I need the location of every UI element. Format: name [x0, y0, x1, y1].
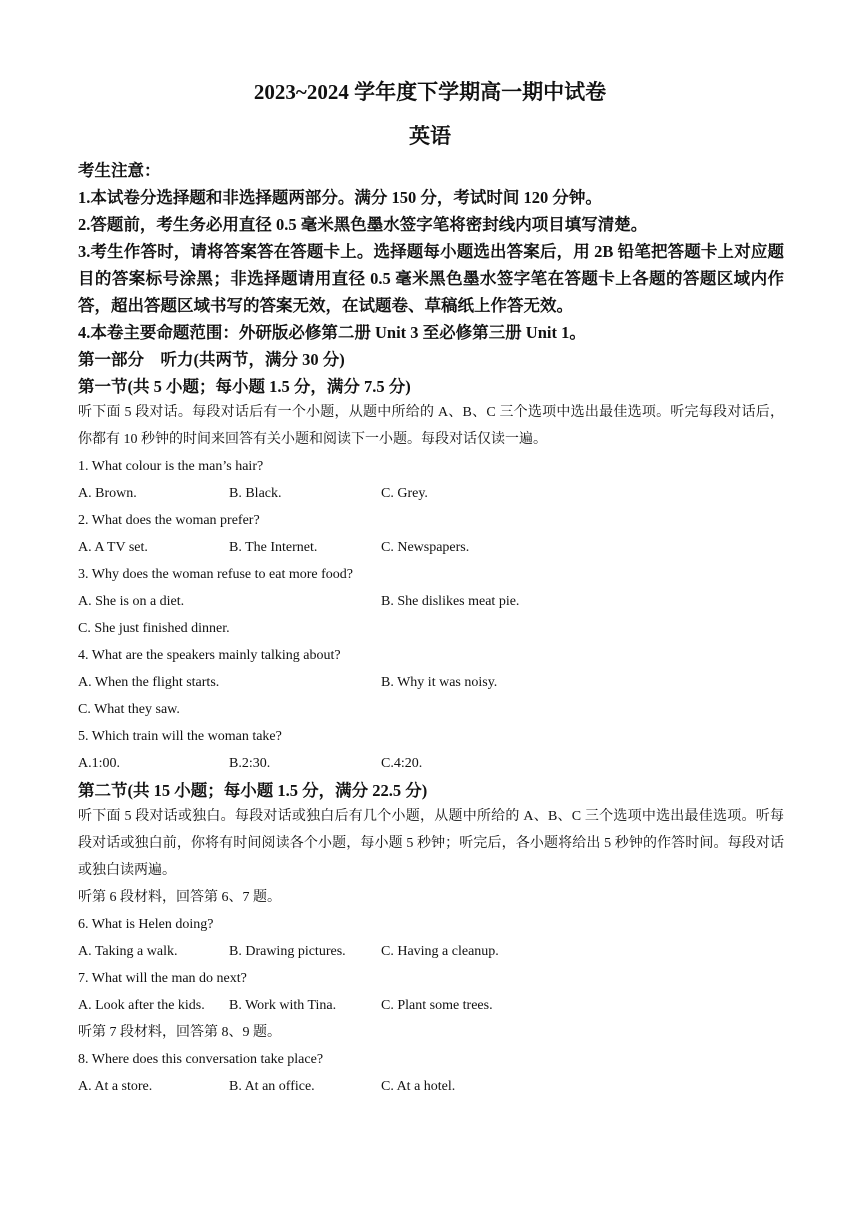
option-c: C.4:20.	[381, 756, 423, 771]
option-b: B. Work with Tina.	[229, 998, 337, 1013]
option-a: A. Brown.	[78, 486, 137, 501]
option-c: C. Grey.	[381, 486, 428, 501]
question-4: 4. What are the speakers mainly talking about?	[78, 648, 341, 663]
notice-item-2: 2.答题前，考生务必用直径 0.5 毫米黑色墨水签字笔将密封线内项目填写清楚。	[78, 215, 648, 234]
option-b: B. Drawing pictures.	[229, 944, 346, 959]
option-a: A. She is on a diet.	[78, 594, 185, 609]
option-a: A. A TV set.	[78, 540, 148, 555]
option-b: B. She dislikes meat pie.	[381, 594, 520, 609]
option-a: A. Look after the kids.	[78, 998, 205, 1013]
question-5: 5. Which train will the woman take?	[78, 729, 282, 744]
question-5-options	[78, 750, 784, 777]
option-c: C. At a hotel.	[381, 1079, 456, 1094]
question-2: 2. What does the woman prefer?	[78, 513, 260, 528]
option-b: B. Why it was noisy.	[381, 675, 498, 690]
material-6-note: 听第 6 段材料，回答第 6、7 题。	[78, 890, 281, 905]
option-b: B.2:30.	[229, 756, 271, 771]
notice-item-3: 3.考生作答时，请将答案答在答题卡上。选择题每小题选出答案后，用 2B 铅笔把答题卡上对应题目的答案标号涂黑；非选择题请用直径 0.5 毫米黑色墨水签字笔在答题卡上各题的答题区域内作答，超出答题区域书写的答案无效，在试题卷、草稿纸上作答无效。	[78, 242, 784, 315]
option-a: A. When the flight starts.	[78, 675, 220, 690]
question-7: 7. What will the man do next?	[78, 971, 247, 986]
question-6-options	[78, 938, 784, 965]
question-3: 3. Why does the woman refuse to eat more food?	[78, 567, 353, 582]
option-c: C. What they saw.	[78, 702, 180, 717]
question-4-options-row1	[78, 669, 784, 696]
notice-item-1: 1.本试卷分选择题和非选择题两部分。满分 150 分，考试时间 120 分钟。	[78, 188, 602, 207]
question-4-options-row2	[78, 696, 784, 723]
question-6: 6. What is Helen doing?	[78, 917, 214, 932]
option-b: B. Black.	[229, 486, 282, 501]
question-2-options	[78, 534, 784, 561]
question-8: 8. Where does this conversation take place?	[78, 1052, 324, 1067]
option-c: C. She just finished dinner.	[78, 621, 230, 636]
section1-instructions: 听下面 5 段对话。每段对话后有一个小题，从题中所给的 A、B、C 三个选项中选出最佳选项。听完每段对话后，你都有 10 秒钟的时间来回答有关小题和阅读下一小题。每段对话仅读一遍。	[78, 405, 784, 447]
option-a: A.1:00.	[78, 756, 120, 771]
part1-heading: 第一部分 听力(共两节，满分 30 分)	[78, 350, 345, 369]
exam-title: 2023~2024 学年度下学期高一期中试卷	[253, 80, 607, 104]
option-a: A. Taking a walk.	[78, 944, 178, 959]
subject-title: 英语	[409, 124, 451, 148]
question-8-options	[78, 1073, 784, 1100]
section2-heading: 第二节(共 15 小题；每小题 1.5 分，满分 22.5 分)	[78, 781, 428, 800]
option-b: B. At an office.	[229, 1079, 315, 1094]
section1-heading: 第一节(共 5 小题；每小题 1.5 分，满分 7.5 分)	[78, 377, 411, 396]
question-7-options	[78, 992, 784, 1019]
option-c: C. Plant some trees.	[381, 998, 493, 1013]
question-1-options	[78, 480, 784, 507]
question-1: 1. What colour is the man’s hair?	[78, 459, 264, 474]
notice-heading: 考生注意：	[78, 161, 161, 180]
section2-instructions: 听下面 5 段对话或独白。每段对话或独白后有几个小题，从题中所给的 A、B、C 三个选项中选出最佳选项。听每段对话或独白前，你将有时间阅读各个小题，每小题 5 秒钟；听完后，各小题将给出 5 秒钟的作答时间。每段对话或独白读两遍。	[78, 809, 784, 878]
option-a: A. At a store.	[78, 1079, 153, 1094]
question-3-options-row2	[78, 615, 784, 642]
notice-item-4: 4.本卷主要命题范围：外研版必修第二册 Unit 3 至必修第三册 Unit 1。	[78, 323, 586, 342]
material-7-note: 听第 7 段材料，回答第 8、9 题。	[78, 1025, 281, 1040]
question-3-options-row1	[78, 588, 784, 615]
option-b: B. The Internet.	[229, 540, 318, 555]
option-c: C. Newspapers.	[381, 540, 470, 555]
option-c: C. Having a cleanup.	[381, 944, 499, 959]
